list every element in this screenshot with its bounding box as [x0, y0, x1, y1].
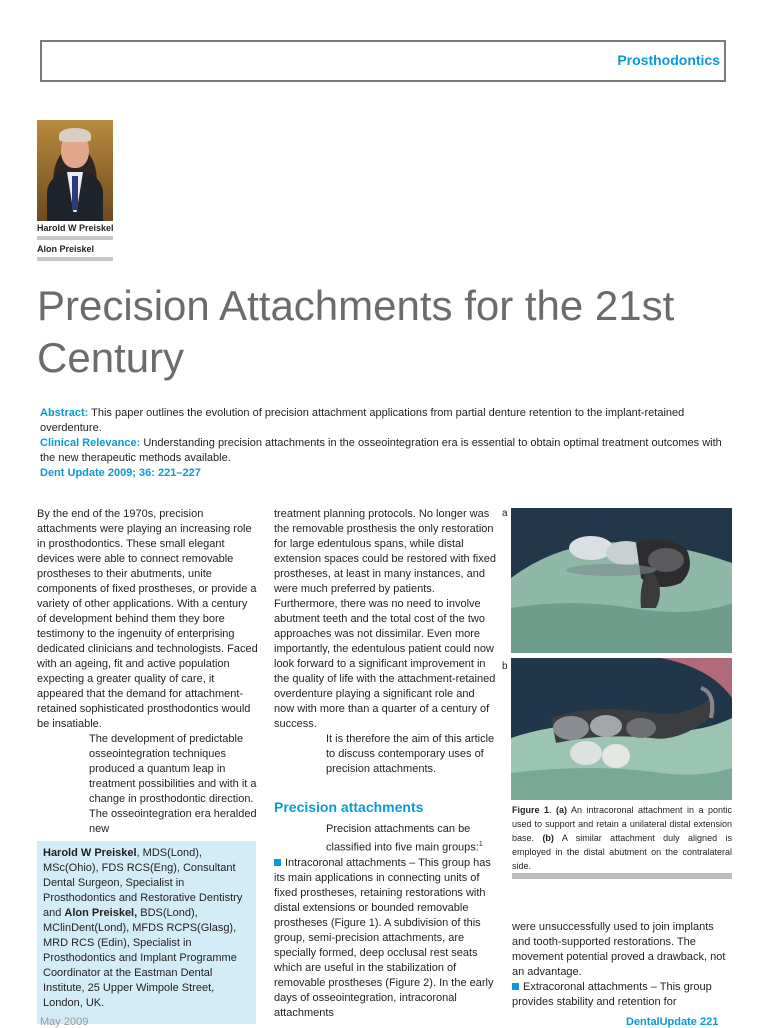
abstract-text: This paper outlines the evolution of precision attachment applications from partial denture retention to the implant-retained overdenture. [40, 407, 685, 434]
bio-text-2: BDS(Lond), MClinDent(Lond), MFDS RCPS(Glasg), MRD RCS (Edin), Specialist in Prosthodontics and Implant Programme Coordinator at the Eastman Dental Institute, 25 Upper Wimpole Street, London, UK. [43, 907, 237, 1009]
column-1-paragraph-1: By the end of the 1970s, precision attachments were playing an increasing role in prosthodontics. These small elegant devices were able to connect removable prostheses to their abutments, unite components of fixed prostheses, or provide a variety of other applications. With a century of development behind them they bore testimony to the ingenuity of enterprising dedicated clinicians and technologists. Faced with an ageing, fit and active population expecting a greater quality of care, it appeared that the demand for attachment-retained sophisticated prosthodontics would be insatiable. [37, 508, 258, 730]
bullet-square-icon [274, 859, 281, 866]
figure-caption: Figure 1. (a) An intracoronal attachment in a pontic used to support and retain a unilateral distal extension base. (b) A similar attachment duly aligned is employed in the distal abutment on the contralateral side. [512, 805, 732, 871]
column-3 [512, 920, 734, 1010]
caption-text-a: An intracoronal attachment in a pontic used to support and retain a unilateral distal extension base. [512, 805, 732, 843]
caption-label: Figure 1 [512, 805, 549, 815]
column-1 [37, 507, 258, 837]
abstract-block [40, 406, 730, 481]
author-name-1: Harold W Preiskel [37, 223, 114, 233]
bio-name-2: Alon Preiskel, [64, 907, 138, 919]
figure-1b-image [511, 658, 732, 800]
clinical-relevance-label: Clinical Relevance: [40, 437, 141, 449]
citation: Dent Update 2009; 36: 221–227 [40, 467, 201, 479]
figure-1a-image [511, 508, 732, 653]
figure-label-b: b [502, 661, 508, 672]
caption-part-a: (a) [556, 805, 567, 815]
caption-text-b: A similar attachment duly aligned is employed in the distal abutment on the contralateral side. [512, 833, 732, 871]
footer-journal-page: DentalUpdate 221 [626, 1016, 719, 1028]
footnote-ref: 1 [478, 841, 483, 848]
column-3-paragraph-1: were unsuccessfully used to join implants and tooth-supported restorations. The movement potential proved a drawback, not an advantage. [512, 921, 726, 978]
column-2-paragraph-3: Precision attachments can be classified into five main groups: [326, 823, 479, 854]
author-photo [37, 120, 113, 221]
author-divider-2 [37, 257, 113, 261]
section-heading: Precision attachments [274, 799, 424, 815]
column-1-paragraph-2: The development of predictable osseointegration techniques produced a quantum leap in treatment possibilities and with it a change in prosthodontic direction. The osseointegration era heralded new [89, 733, 257, 835]
column-2-top [274, 507, 496, 777]
clinical-relevance-text: Understanding precision attachments in the osseointegration era is essential to obtain optimal treatment outcomes with the new therapeutic methods available. [40, 437, 722, 464]
column-2-paragraph-1: treatment planning protocols. No longer was the removable prosthesis the only restoration for large edentulous spans, while distal extension spaces could be restored with fixed prostheses, at least in many instances, and were much preferred by patients. Furthermore, there was no need to involve abutment teeth and the total cost of the two approaches was not dissimilar. Even more importantly, the edentulous patient could now look forward to a significant improvement in the quality of life with the attachment-retained overdenture playing a significant role and now with more than a quarter of a century of success. [274, 508, 496, 730]
column-2-paragraph-2: It is therefore the aim of this article to discuss contemporary uses of precision attachments. [326, 733, 495, 775]
bio-name-1: Harold W Preiskel [43, 847, 137, 859]
bullet-square-icon [512, 983, 519, 990]
column-2-bottom [274, 822, 496, 1021]
author-bio-box [37, 841, 256, 1024]
footer-date: May 2009 [40, 1016, 89, 1028]
caption-divider [512, 873, 732, 879]
bio-text-1: , MDS(Lond), MSc(Ohio), FDS RCS(Eng), Consultant Dental Surgeon, Specialist in Prosthodontics and Restorative Dentistry and [43, 847, 243, 919]
article-title: Precision Attachments for the 21st Century [37, 282, 675, 381]
abstract-label: Abstract: [40, 407, 89, 419]
column-3-paragraph-2: Extracoronal attachments – This group provides stability and retention for [512, 981, 712, 1008]
column-2-paragraph-4: Intracoronal attachments – This group has its main applications in connecting units of fixed prostheses, retaining restorations with distal extensions or bounded removable prostheses (Figure 1). A subdivision of this group, semi-precision attachments, are specially formed, deep occlusal rest seats which are useful in the stabilization of removable prostheses (Figure 2). In the early days of osseointegration, intracoronal attachments [274, 856, 494, 1019]
author-name-2: Alon Preiskel [37, 244, 95, 254]
header-box [40, 40, 726, 82]
figure-label-a: a [502, 508, 508, 519]
author-divider-1 [37, 236, 113, 240]
caption-part-b: (b) [542, 833, 554, 843]
section-label: Prosthodontics [617, 52, 720, 68]
